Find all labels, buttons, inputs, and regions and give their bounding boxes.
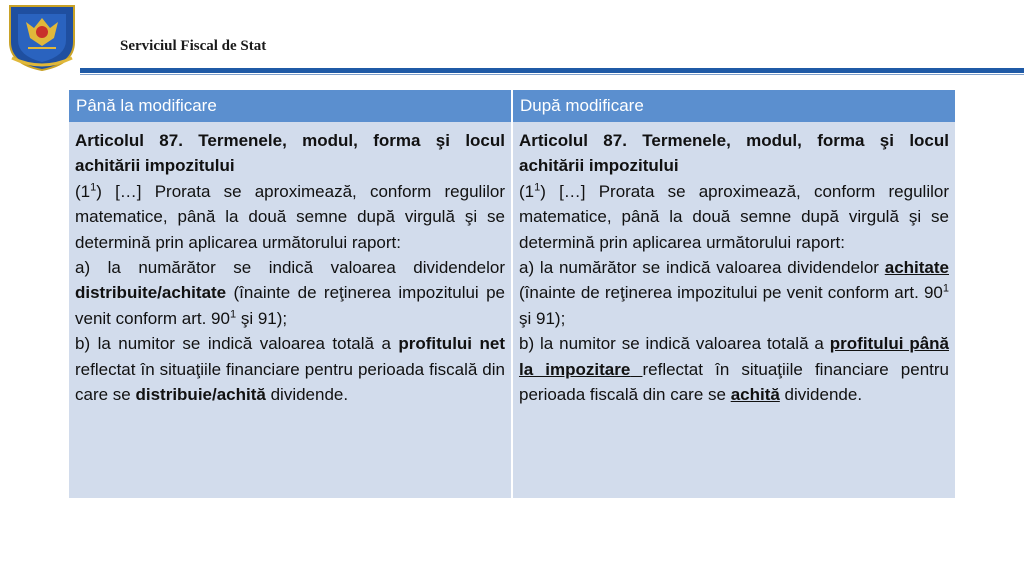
superscript: 1 — [534, 181, 541, 194]
text-segment: (înainte de reţinerea impozitului pe venit conform art. 90 — [519, 283, 943, 303]
bold-underlined-term: achită — [730, 385, 780, 405]
bold-term: distribuite/achitate — [75, 283, 227, 303]
comparison-table — [69, 90, 955, 498]
slide-header — [0, 0, 1024, 80]
text-segment: reflectat în situaţiile financiare pentru perioada fiscală din care se — [75, 359, 505, 405]
bold-term: distribuie/achită — [135, 385, 266, 405]
text-segment: (1 — [75, 181, 91, 201]
text-segment: şi 91); — [519, 308, 566, 328]
text-segment: dividende. — [265, 385, 349, 405]
table-header-row — [69, 90, 955, 122]
column-header-before: Până la modificare — [69, 90, 512, 122]
superscript: 1 — [90, 181, 97, 194]
paragraph-prorata — [519, 179, 949, 255]
header-divider-thin — [80, 74, 1024, 75]
bold-term: profitului net — [398, 334, 505, 354]
text-segment: b) la numitor se indică valoarea totală a — [519, 334, 830, 354]
cell-after — [512, 122, 955, 498]
paragraph-a — [519, 255, 949, 331]
cell-before — [69, 122, 512, 498]
article-title: Articolul 87. Termenele, modul, forma şi locul achitării impozitului — [519, 131, 949, 176]
text-segment: b) la numitor se indică valoarea totală a — [75, 334, 399, 354]
superscript: 1 — [942, 282, 949, 295]
paragraph-a — [75, 255, 505, 331]
bold-underlined-term: profitului până la impozitare — [519, 334, 949, 379]
paragraph-b — [75, 331, 505, 407]
underlined-space — [630, 360, 642, 379]
article-title: Articolul 87. Termenele, modul, forma şi locul achitării impozitului — [75, 131, 505, 176]
column-header-after: După modificare — [512, 90, 955, 122]
paragraph-b — [519, 331, 949, 407]
organization-name: Serviciul Fiscal de Stat — [120, 38, 267, 54]
text-segment: reflectat în situaţiile financiare pentru perioada fiscală din care se — [519, 359, 950, 405]
header-divider — [80, 68, 1024, 73]
state-fiscal-service-emblem-icon — [4, 2, 80, 72]
bold-underlined-term: achitate — [884, 258, 949, 278]
text-segment: a) la numărător se indică valoarea dividendelor — [519, 258, 885, 278]
text-segment: a) la numărător se indică valoarea dividendelor — [75, 258, 505, 278]
text-segment: ) […] Prorata se aproximează, conform regulilor matematice, până la două semne după virgulă şi se determină prin aplicarea următorului raport: — [519, 181, 949, 252]
text-segment: (1 — [519, 181, 535, 201]
text-segment: dividende. — [779, 385, 863, 405]
table-row — [69, 122, 955, 498]
paragraph-prorata — [75, 179, 505, 255]
superscript: 1 — [229, 308, 237, 321]
text-segment: şi 91); — [236, 308, 288, 328]
text-segment: (înainte de reţinerea impozitului pe venit conform art. 90 — [75, 283, 505, 328]
text-segment: ) […] Prorata se aproximează, conform regulilor matematice, până la două semne după virgulă şi se determină prin aplicarea următorului raport: — [75, 181, 505, 252]
